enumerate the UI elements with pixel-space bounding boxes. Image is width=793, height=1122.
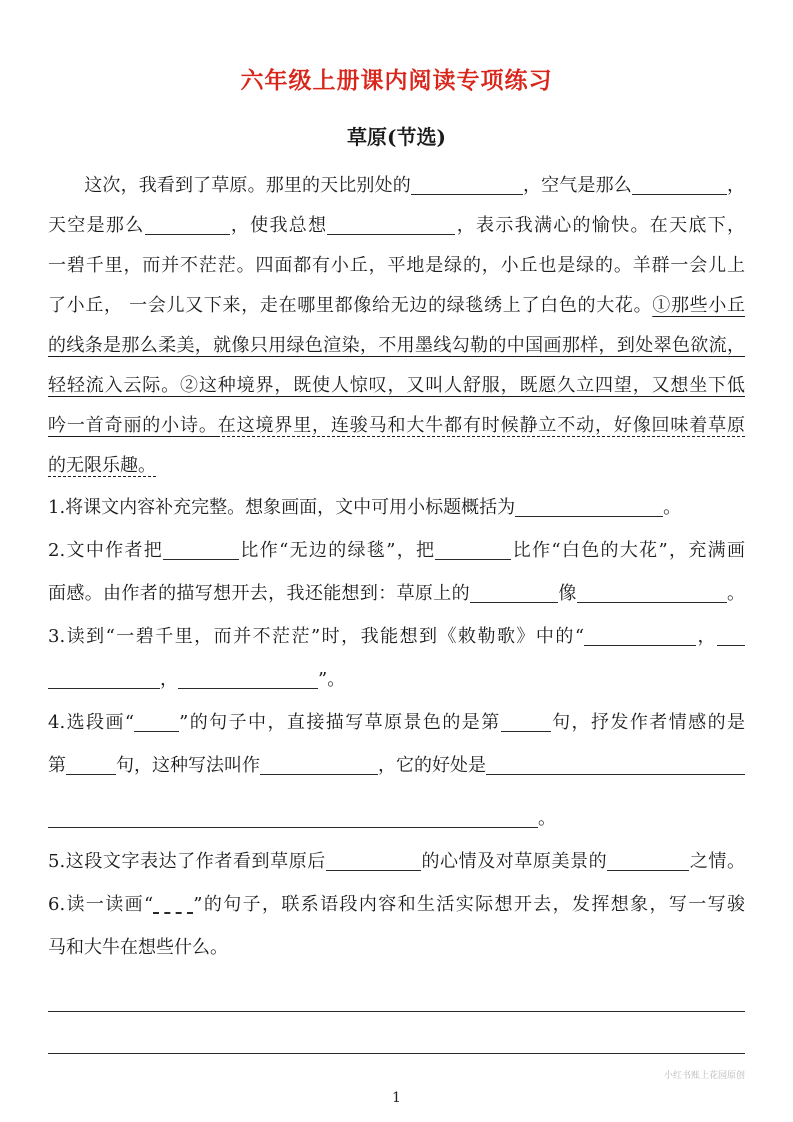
text-run: 句，抒发作者情感的是 (550, 712, 745, 733)
blank-line (435, 545, 511, 560)
question-line (48, 701, 745, 744)
passage-line (48, 406, 745, 446)
passage-line (48, 366, 745, 406)
blank-line (326, 856, 421, 871)
blank-line (577, 588, 727, 603)
worksheet-title: 六年级上册课内阅读专项练习 (240, 67, 553, 94)
passage-line (48, 246, 745, 286)
blank-line (501, 717, 551, 732)
text-run: ，空气是那么 (522, 175, 632, 196)
wavy-underlined-text: 的无限乐趣。 (48, 455, 156, 476)
blank-line (584, 631, 696, 646)
text-run: ，表示我满心的愉快。在天底下， (455, 215, 746, 236)
question-line (48, 840, 745, 883)
wavy-underlined-text: 在这境界里，连骏马和大牛都有时候静立不动，好像回味着草原 (217, 415, 745, 436)
text-run: 面感。由作者的描写想开去，我还能想到：草原上的 (48, 583, 470, 604)
text-run: 之情。 (689, 851, 746, 872)
blank-line (486, 760, 745, 775)
blank-line (632, 180, 727, 195)
text-run: 。 (538, 808, 556, 829)
answer-line (48, 797, 745, 840)
blank-line (163, 545, 239, 560)
underlined-text: 轻轻流入云际。②这种境界，既使人惊叹，又叫人舒服，既愿久立四望，又想坐下低 (48, 375, 745, 396)
watermark: 小红书账上花园原创 (663, 1071, 745, 1081)
passage-title: 草原(节选) (347, 125, 446, 149)
text-run: ，使我总想 (229, 215, 328, 236)
passage-line (48, 166, 745, 206)
blank-line (607, 856, 689, 871)
blank-line (48, 813, 538, 828)
text-run: 比作“白色的大花”，充满画 (511, 540, 745, 561)
text-run: 的心情及对草原美景的 (420, 851, 608, 872)
text-run: 像 (557, 583, 577, 604)
passage-line (48, 446, 745, 486)
text-run: ， (160, 669, 178, 690)
blank-line (470, 588, 558, 603)
question-line (48, 883, 745, 926)
blank-line (66, 760, 116, 775)
text-run: ， (726, 175, 746, 196)
passage-line (48, 206, 745, 246)
text-run: 3.读到“一碧千里，而并不茫茫”时，我能想到《敕勒歌》中的“ (48, 626, 585, 647)
page-number: 1 (392, 1090, 401, 1106)
text-run: 天空是那么 (48, 215, 145, 236)
text-run: 了小丘， 一会儿又下来，走在哪里都像给无边的绿毯绣上了白色的大花。 (48, 295, 653, 316)
text-run: 。 (663, 497, 682, 518)
text-run: ，它的好处是 (378, 755, 486, 776)
text-run: 这次，我看到了草原。那里的天比别处的 (48, 175, 411, 196)
text-run: 6.读一读画“ (48, 894, 154, 915)
blank-line (145, 220, 230, 235)
text-run: ， (696, 626, 718, 647)
question-line (48, 529, 745, 572)
blank-line (260, 760, 378, 775)
underlined-text: 的线条是那么柔美，就像只用绿色渲染，不用墨线勾勒的中国画那样，到处翠色欲流， (48, 335, 745, 356)
blank-line (411, 180, 523, 195)
blank-line (48, 1039, 745, 1054)
text-run: 5.这段文字表达了作者看到草原后 (48, 851, 326, 872)
text-run: 1.将课文内容补充完整。想象画面，文中可用小标题概括为 (48, 497, 516, 518)
underlined-text: ①那些小丘 (652, 295, 746, 316)
question-line (48, 744, 745, 787)
question-line (48, 658, 745, 701)
text-run: ”。 (318, 669, 346, 690)
text-run: 句，这种写法叫作 (116, 755, 260, 776)
question-line (48, 572, 745, 615)
page-footer (48, 1069, 745, 1109)
text-run: 。 (726, 583, 746, 604)
text-run: ”的句子，联系语段内容和生活实际想开去，发挥想象，写一写骏 (193, 894, 745, 915)
question-line (48, 926, 745, 969)
blank-line (48, 997, 745, 1012)
passage-line (48, 326, 745, 366)
text-run: 2.文中作者把 (48, 540, 164, 561)
question-line (48, 486, 745, 529)
text-run: ”的句子中，直接描写草原景色的是第 (179, 712, 501, 733)
text-run: 第 (48, 755, 66, 776)
blank-line (717, 631, 745, 646)
passage-line (48, 286, 745, 326)
blank-line (178, 674, 318, 689)
question-line (48, 615, 745, 658)
answer-rule (48, 983, 745, 1025)
blank-line (327, 220, 455, 235)
blank-line (48, 674, 160, 689)
text-run: 马和大牛在想些什么。 (48, 937, 228, 958)
blank-line (515, 502, 663, 517)
wavy-blank-line (153, 900, 193, 914)
text-run: 一碧千里，而并不茫茫。四面都有小丘，平地是绿的，小丘也是绿的。羊群一会儿上 (48, 255, 745, 276)
underlined-text: 吟一首奇丽的小诗。 (48, 415, 218, 436)
answer-rule (48, 1025, 745, 1067)
text-run: 比作“无边的绿毯”，把 (239, 540, 436, 561)
text-run: 4.选段画“ (48, 712, 135, 733)
document-body (48, 166, 745, 1067)
blank-line (134, 717, 179, 732)
